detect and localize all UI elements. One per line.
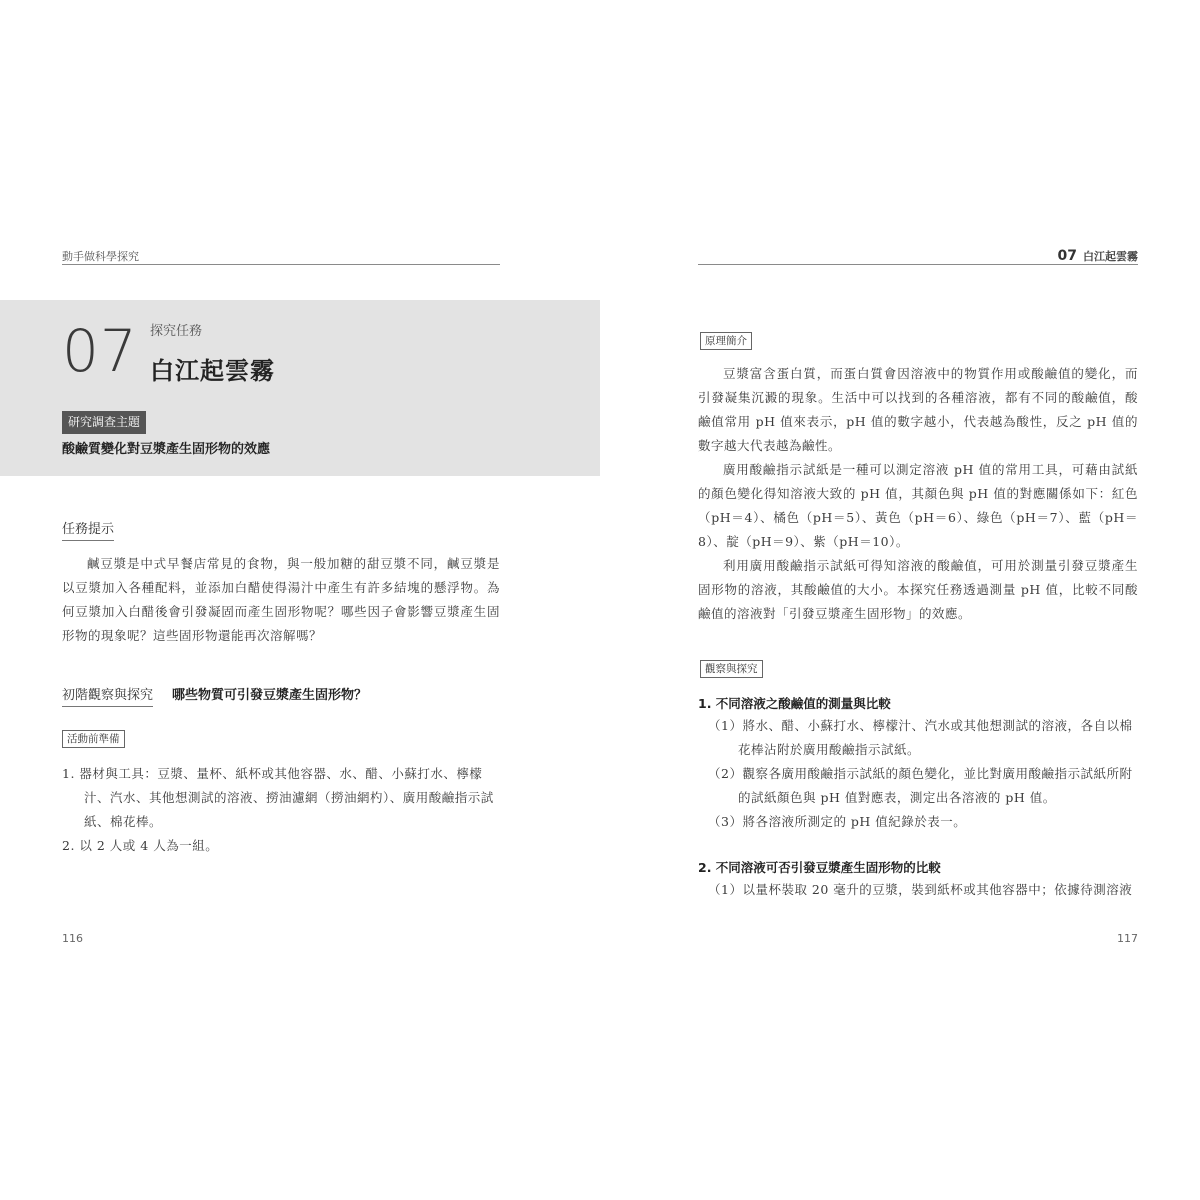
observe-heading: 初階觀察與探究 (62, 684, 153, 707)
topic-text: 酸鹼質變化對豆漿產生固形物的效應 (62, 442, 271, 457)
step-item: （3）將各溶液所測定的 pH 值紀錄於表一。 (708, 814, 967, 829)
running-header-number: 07 (1057, 248, 1077, 264)
prep-item: 1. 器材與工具：豆漿、量杯、紙杯或其他容器、水、醋、小蘇打水、檸檬汁、汽水、其他想測試的溶液、撈油濾網（撈油網杓）、廣用酸鹼指示試紙、棉花棒。 (62, 766, 494, 829)
observe-label: 觀察與探究 (700, 660, 763, 678)
hint-paragraph: 鹹豆漿是中式早餐店常見的食物，與一般加糖的甜豆漿不同，鹹豆漿是以豆漿加入各種配料，並添加白醋使得湯汁中產生有許多結塊的懸浮物。為何豆漿加入白醋後會引發凝固而產生固形物呢？哪些因子會影響豆漿產生固形物的現象呢？這些固形物還能再次溶解嗎？ (62, 556, 500, 643)
observe-question: 哪些物質可引發豆漿產生固形物？ (172, 688, 368, 703)
step-item: （1）將水、醋、小蘇打水、檸檬汁、汽水或其他想測試的溶液，各自以棉花棒沾附於廣用酸鹼指示試紙。 (708, 718, 1133, 757)
right-page (600, 0, 1200, 1200)
prep-item: 2. 以 2 人或 4 人為一組。 (62, 838, 219, 853)
principle-paragraph: 廣用酸鹼指示試紙是一種可以測定溶液 pH 值的常用工具，可藉由試紙的顏色變化得知溶液大致的 pH 值，其顏色與 pH 值的對應關係如下：紅色（pH＝4）、橘色（pH＝5）、黃色（pH＝6）、綠色（pH＝7）、藍（pH＝8）、靛（pH＝9）、紫（pH＝10）。 (698, 462, 1138, 549)
section1-steps (698, 714, 1138, 834)
principle-label: 原理簡介 (700, 332, 752, 350)
page-number: 116 (62, 932, 83, 945)
mission-label: 探究任務 (150, 324, 203, 339)
section1-heading: 1. 不同溶液之酸鹼值的測量與比較 (698, 696, 891, 711)
hint-heading: 任務提示 (62, 518, 114, 541)
page-number: 117 (1117, 932, 1138, 945)
section2-heading: 2. 不同溶液可否引發豆漿產生固形物的比較 (698, 860, 941, 875)
principle-paragraph: 豆漿富含蛋白質，而蛋白質會因溶液中的物質作用或酸鹼值的變化，而引發凝集沉澱的現象。生活中可以找到的各種溶液，都有不同的酸鹼值，酸鹼值常用 pH 值來表示，pH 值的數字越小，代表越為酸性，反之 pH 值的數字越大代表越為鹼性。 (698, 366, 1138, 453)
prep-label: 活動前準備 (62, 730, 125, 748)
step-item: （1）以量杯裝取 20 毫升的豆漿，裝到紙杯或其他容器中；依據待測溶液 (708, 882, 1133, 897)
prep-list (62, 762, 504, 858)
step-item: （2）觀察各廣用酸鹼指示試紙的顏色變化，並比對廣用酸鹼指示試紙所附的試紙顏色與 pH 值對應表，測定出各溶液的 pH 值。 (708, 766, 1133, 805)
running-header-title: 白江起雲霧 (1083, 250, 1138, 263)
chapter-number: 07 (62, 317, 138, 385)
header-rule (698, 264, 1138, 265)
principle-paragraph: 利用廣用酸鹼指示試紙可得知溶液的酸鹼值，可用於測量引發豆漿產生固形物的溶液，其酸鹼值的大小。本探究任務透過測量 pH 值，比較不同酸鹼值的溶液對「引發豆漿產生固形物」的效應。 (698, 558, 1138, 621)
mission-title: 白江起雲霧 (150, 356, 275, 385)
topic-label: 研究調查主題 (62, 411, 146, 434)
running-header (1058, 248, 1138, 264)
header-rule (62, 264, 500, 265)
running-header: 動手做科學探究 (62, 250, 139, 263)
section2-steps (698, 878, 1138, 902)
